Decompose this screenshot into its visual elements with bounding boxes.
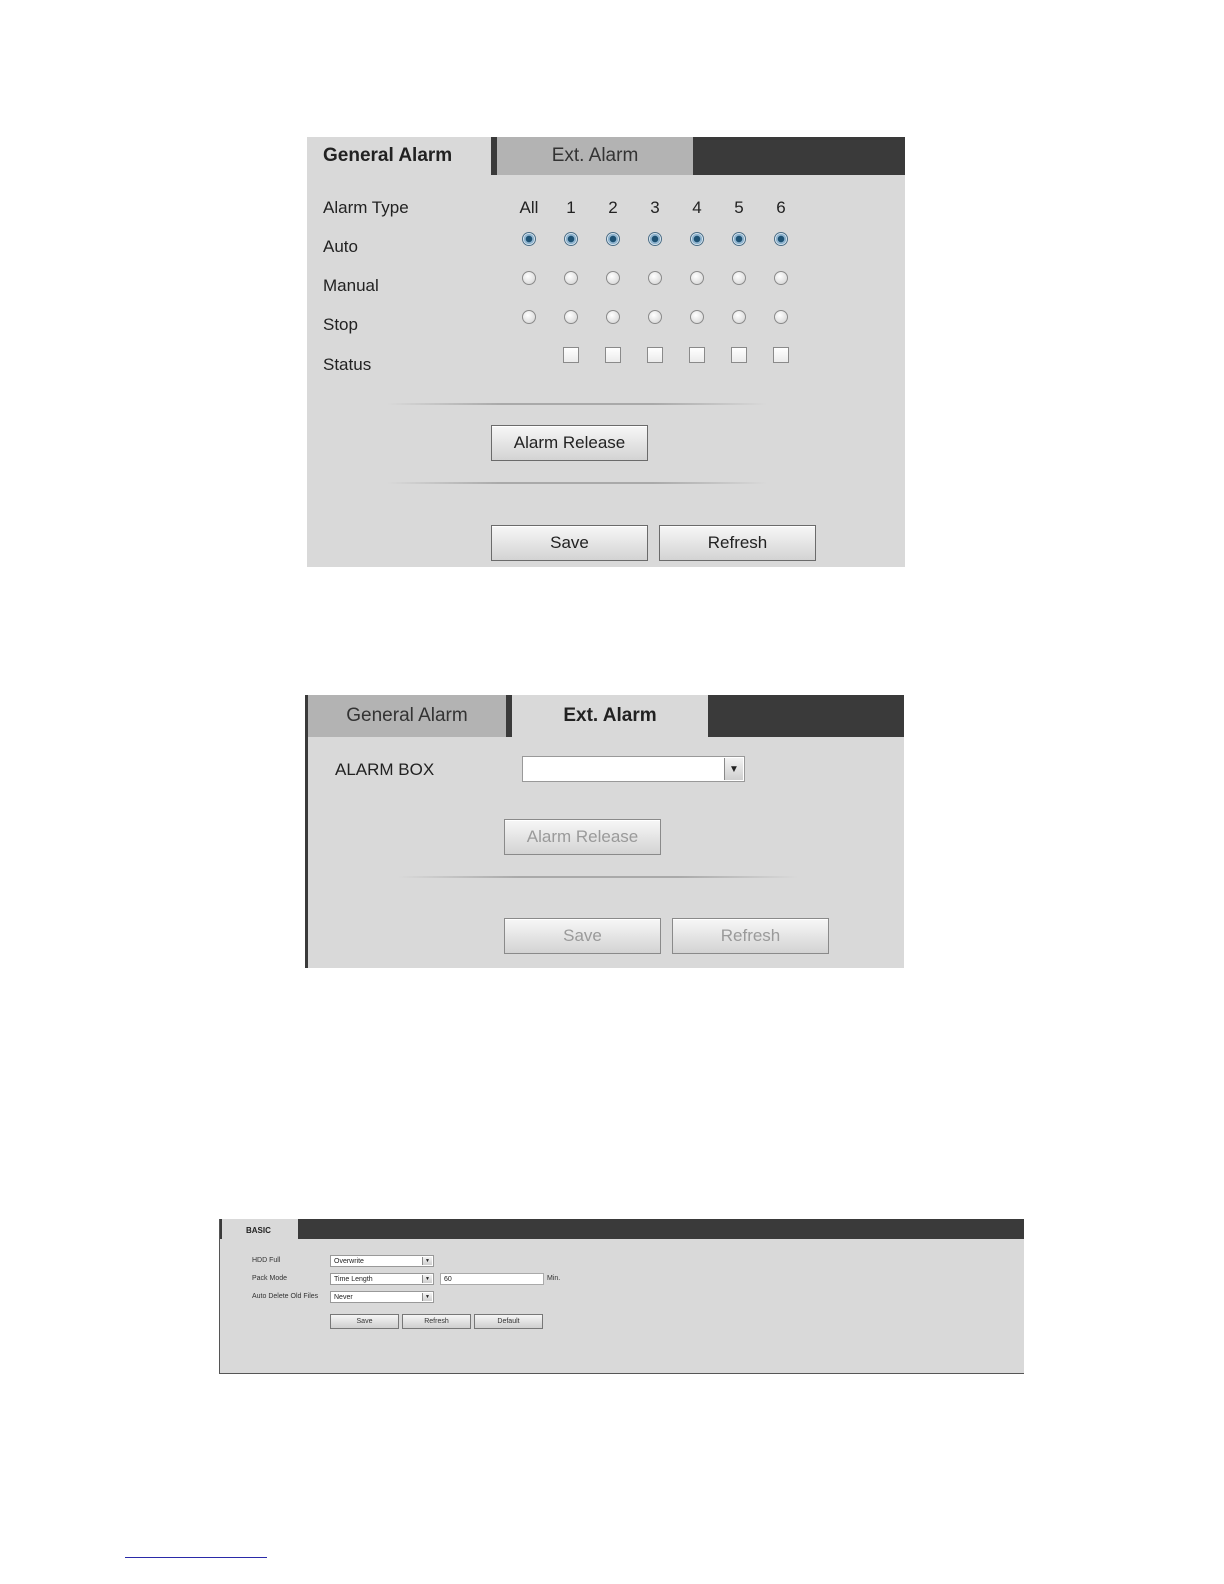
alarm-type-label: Alarm Type — [323, 198, 409, 217]
hdd-full-label: HDD Full — [252, 1257, 281, 1264]
stop-radio-2[interactable] — [606, 310, 620, 324]
pack-mode-select[interactable] — [330, 1273, 434, 1285]
basic-settings-panel — [219, 1219, 1024, 1374]
alarm-release-button[interactable]: Alarm Release — [504, 819, 661, 855]
tab-general-alarm[interactable]: General Alarm — [308, 695, 506, 737]
auto-delete-label: Auto Delete Old Files — [252, 1293, 319, 1300]
pack-unit-label: Min. — [547, 1275, 561, 1282]
chevron-down-icon[interactable]: ▼ — [422, 1293, 432, 1301]
column-header-1: 1 — [566, 198, 576, 217]
separator — [387, 403, 767, 405]
alarm-release-button[interactable]: Alarm Release — [491, 425, 648, 461]
auto-radio-1[interactable] — [564, 232, 578, 246]
auto-radio-3[interactable] — [648, 232, 662, 246]
status-label: Status — [323, 355, 372, 374]
column-header-6: 6 — [776, 198, 786, 217]
stop-radio-4[interactable] — [690, 310, 704, 324]
auto-radio-4[interactable] — [690, 232, 704, 246]
column-header-2: 2 — [608, 198, 618, 217]
column-header-4: 4 — [692, 198, 702, 217]
separator — [398, 876, 798, 878]
general-alarm-panel — [307, 137, 905, 567]
auto-radio-6[interactable] — [774, 232, 788, 246]
hdd-full-value: Overwrite — [334, 1257, 364, 1265]
chevron-down-icon[interactable]: ▼ — [422, 1257, 432, 1265]
hdd-full-select[interactable] — [330, 1255, 434, 1267]
save-button[interactable]: Save — [504, 918, 661, 954]
default-button[interactable]: Default — [474, 1314, 543, 1329]
manual-radio-all[interactable] — [522, 271, 536, 285]
pack-mode-value: Time Length — [334, 1275, 373, 1283]
status-checkbox-2 — [605, 347, 621, 363]
save-button[interactable]: Save — [491, 525, 648, 561]
auto-radio-2[interactable] — [606, 232, 620, 246]
footnote-rule — [125, 1557, 267, 1558]
separator — [387, 482, 767, 484]
manual-radio-2[interactable] — [606, 271, 620, 285]
manual-radio-3[interactable] — [648, 271, 662, 285]
status-checkbox-4 — [689, 347, 705, 363]
stop-radio-1[interactable] — [564, 310, 578, 324]
alarm-box-label: ALARM BOX — [335, 760, 435, 779]
status-checkbox-6 — [773, 347, 789, 363]
stop-label: Stop — [323, 315, 358, 334]
auto-delete-value: Never — [334, 1293, 353, 1301]
tab-basic[interactable]: BASIC — [222, 1219, 298, 1241]
status-checkbox-1 — [563, 347, 579, 363]
ext-alarm-panel — [305, 695, 904, 968]
auto-delete-select[interactable] — [330, 1291, 434, 1303]
pack-mode-label: Pack Mode — [252, 1275, 288, 1282]
auto-label: Auto — [323, 237, 358, 256]
stop-radio-3[interactable] — [648, 310, 662, 324]
refresh-button[interactable]: Refresh — [402, 1314, 471, 1329]
alarm-box-select[interactable] — [522, 756, 745, 782]
chevron-down-icon[interactable]: ▼ — [724, 758, 743, 780]
tab-ext-alarm[interactable]: Ext. Alarm — [497, 137, 693, 175]
status-checkbox-3 — [647, 347, 663, 363]
manual-radio-6[interactable] — [774, 271, 788, 285]
stop-radio-5[interactable] — [732, 310, 746, 324]
save-button[interactable]: Save — [330, 1314, 399, 1329]
manual-label: Manual — [323, 276, 379, 295]
manual-radio-1[interactable] — [564, 271, 578, 285]
manual-radio-5[interactable] — [732, 271, 746, 285]
column-header-all: All — [519, 198, 539, 217]
stop-radio-all[interactable] — [522, 310, 536, 324]
column-header-5: 5 — [734, 198, 744, 217]
column-header-3: 3 — [650, 198, 660, 217]
tab-bar — [220, 1219, 1024, 1239]
tab-general-alarm[interactable]: General Alarm — [307, 137, 491, 175]
chevron-down-icon[interactable]: ▼ — [422, 1275, 432, 1283]
pack-length-input[interactable]: 60 — [440, 1273, 544, 1285]
status-checkbox-5 — [731, 347, 747, 363]
manual-radio-4[interactable] — [690, 271, 704, 285]
stop-radio-6[interactable] — [774, 310, 788, 324]
refresh-button[interactable]: Refresh — [659, 525, 816, 561]
tab-ext-alarm[interactable]: Ext. Alarm — [512, 695, 708, 737]
auto-radio-5[interactable] — [732, 232, 746, 246]
refresh-button[interactable]: Refresh — [672, 918, 829, 954]
auto-radio-all[interactable] — [522, 232, 536, 246]
